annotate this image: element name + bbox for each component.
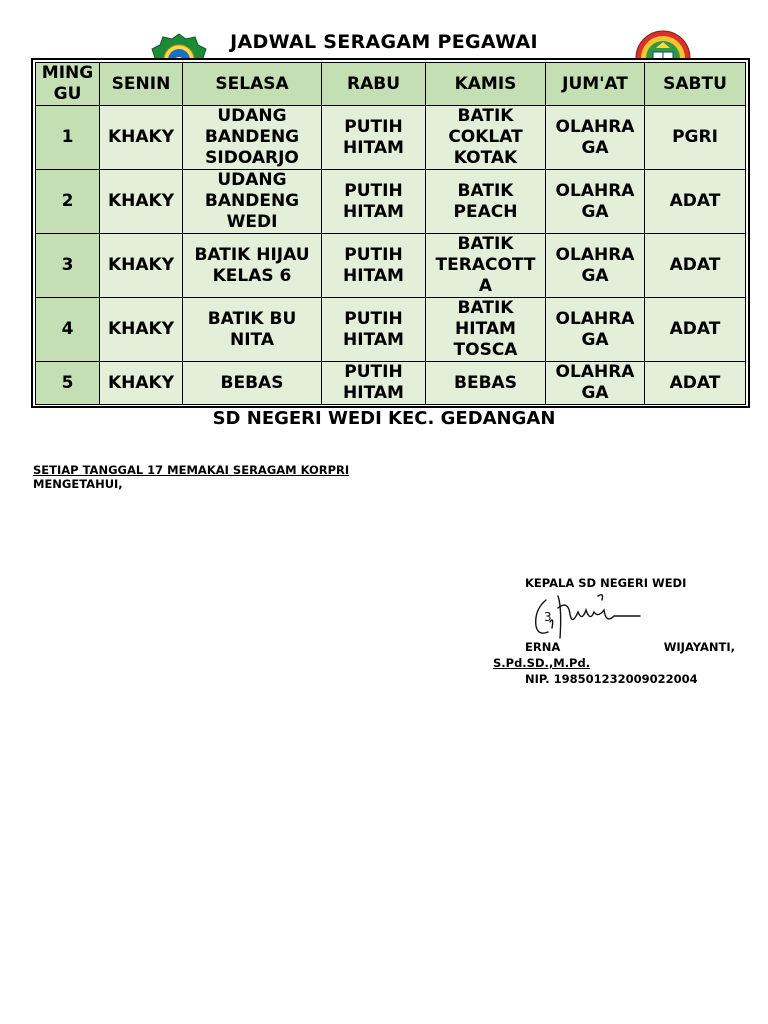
week-number: 1 — [36, 106, 100, 170]
table-cell: UDANG BANDENG SIDOARJO — [183, 106, 322, 170]
signatory-first-name: ERNA — [525, 640, 561, 654]
header-cell-wednesday: RABU — [322, 63, 426, 106]
header-cell-thursday: KAMIS — [426, 63, 546, 106]
table-row — [36, 362, 746, 405]
table-cell: BATIK PEACH — [426, 170, 546, 234]
table-cell: ADAT — [645, 362, 746, 405]
acknowledged-label: MENGETAHUI, — [33, 477, 123, 491]
table-cell: PUTIH HITAM — [322, 298, 426, 362]
table-cell: PUTIH HITAM — [322, 170, 426, 234]
signatory-nip: NIP. 198501232009022004 — [525, 672, 698, 686]
school-name — [0, 408, 768, 429]
table-cell: OLAHRA GA — [546, 298, 645, 362]
table-header-row — [36, 63, 746, 106]
school-name-text: SD NEGERI WEDI KEC. GEDANGAN — [212, 408, 556, 429]
table-cell: BEBAS — [183, 362, 322, 405]
signatory-degree: S.Pd.SD.,M.Pd. — [493, 656, 591, 670]
page-title: JADWAL SERAGAM PEGAWAI — [230, 31, 538, 53]
table-row — [36, 298, 746, 362]
table-cell: OLAHRA GA — [546, 106, 645, 170]
table-cell: BATIK COKLAT KOTAK — [426, 106, 546, 170]
header-cell-saturday: SABTU — [645, 63, 746, 106]
table-cell: PUTIH HITAM — [322, 362, 426, 405]
table-row — [36, 170, 746, 234]
signatory-title: KEPALA SD NEGERI WEDI — [525, 576, 687, 590]
note-block — [33, 463, 349, 491]
table-cell: PGRI — [645, 106, 746, 170]
table-cell: BATIK HIJAU KELAS 6 — [183, 234, 322, 298]
table-cell: OLAHRA GA — [546, 362, 645, 405]
table-cell: UDANG BANDENG WEDI — [183, 170, 322, 234]
table-cell: BEBAS — [426, 362, 546, 405]
table-cell: BATIK TERACOTT A — [426, 234, 546, 298]
table-cell: PUTIH HITAM — [322, 106, 426, 170]
header-cell-monday: SENIN — [100, 63, 183, 106]
table-cell: OLAHRA GA — [546, 170, 645, 234]
svg-text:3: 3 — [544, 610, 552, 624]
header-cell-tuesday: SELASA — [183, 63, 322, 106]
table-cell: KHAKY — [100, 362, 183, 405]
signature-icon — [528, 588, 648, 646]
week-number: 4 — [36, 298, 100, 362]
table-cell: KHAKY — [100, 234, 183, 298]
header-cell-friday: JUM'AT — [546, 63, 645, 106]
week-number: 5 — [36, 362, 100, 405]
table-row — [36, 106, 746, 170]
table-cell: KHAKY — [100, 298, 183, 362]
table-cell: ADAT — [645, 298, 746, 362]
table-cell: BATIK HITAM TOSCA — [426, 298, 546, 362]
table-row — [36, 234, 746, 298]
table-cell: KHAKY — [100, 106, 183, 170]
signatory-last-name: WIJAYANTI, — [663, 640, 735, 654]
uniform-schedule-table — [31, 58, 750, 408]
table-cell: ADAT — [645, 234, 746, 298]
table-cell: BATIK BU NITA — [183, 298, 322, 362]
table-cell: ADAT — [645, 170, 746, 234]
table-cell: OLAHRA GA — [546, 234, 645, 298]
header-cell-week: MING GU — [36, 63, 100, 106]
signatory-name — [525, 640, 735, 654]
week-number: 3 — [36, 234, 100, 298]
week-number: 2 — [36, 170, 100, 234]
korpri-note: SETIAP TANGGAL 17 MEMAKAI SERAGAM KORPRI — [33, 463, 350, 477]
table-cell: PUTIH HITAM — [322, 234, 426, 298]
table-cell: KHAKY — [100, 170, 183, 234]
